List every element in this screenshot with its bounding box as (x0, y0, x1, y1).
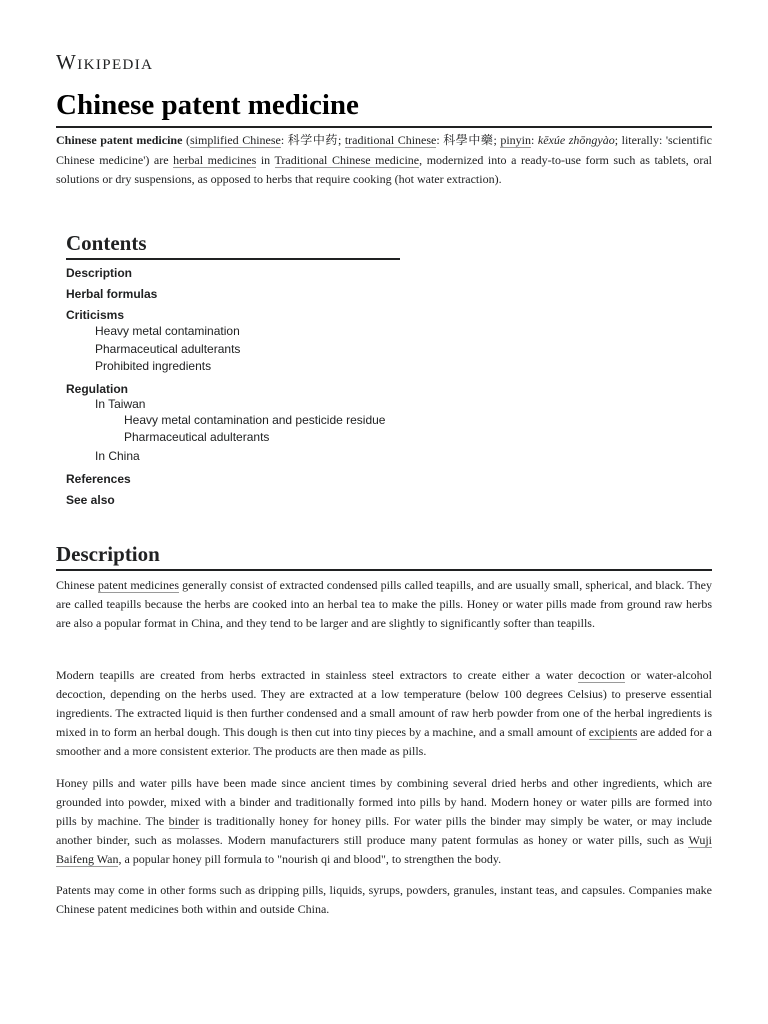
pinyin-value: kēxúe zhōngyào (537, 133, 615, 147)
intro-text: : (531, 133, 538, 147)
page-title: Chinese patent medicine (56, 86, 712, 128)
paragraph-text: , a popular honey pill formula to "nourish qi and blood", to strengthen the body. (118, 852, 502, 866)
intro-text: in (256, 152, 275, 167)
paragraph-text: or water-alcohol decoction, depending on the herbs used. They are extracted at a low temperature (below 100 degrees Celsius) to preserve essential ingredients. The extracted liquid is then further condensed and a small amount of raw herb powder from one of the herbal ingredients is mixed in to form an herbal dough. This dough is then cut into tiny pieces by a machine, and a small amount of (56, 668, 712, 739)
toc-item-references[interactable]: References (66, 472, 131, 486)
intro-paragraph (56, 131, 712, 190)
herbal-medicines-link[interactable]: herbal medicines (173, 152, 257, 167)
wikipedia-wordmark[interactable]: Wikipedia (56, 50, 154, 74)
intro-text: : 科學中藥; (436, 133, 501, 147)
toc-item-heavy-metal-contamination[interactable]: Heavy metal contamination (95, 324, 240, 338)
toc-item-pharmaceutical-adulterants[interactable]: Pharmaceutical adulterants (95, 342, 241, 356)
table-of-contents (66, 228, 400, 507)
description-paragraph-2 (56, 666, 712, 761)
intro-text: , modernized into a ready-to-use form such as tablets, oral solutions or dry suspensions, as opposed to herbs that require cooking (hot water extraction). (56, 152, 712, 186)
toc-item-regulation[interactable]: Regulation (66, 382, 128, 396)
paragraph-text: Honey pills and water pills have been made since ancient times by combining several dried herbs and other ingredients, which are grounded into powder, mixed with a binder and traditionally formed into pills by hand. Modern honey or water pills are formed into pills by machine. The (56, 776, 712, 828)
paragraph-text: Modern teapills are created from herbs extracted in stainless steel extractors to create either a water (56, 668, 579, 682)
paragraph-text: generally consist of extracted condensed pills called teapills, and are usually small, spherical, and black. They are called teapills because the herbs are cooked into an herbal tea to make the pills. Honey or water pills made from ground raw herbs are also a popular format in China, and they tend to be larger and are slightly to significantly softer than teapills. (56, 578, 712, 630)
toc-item-see-also[interactable]: See also (66, 493, 115, 507)
excipients-link[interactable]: excipients (588, 725, 638, 739)
simplified-chinese-link[interactable]: simplified Chinese (189, 133, 281, 147)
section-heading-description: Description (56, 540, 712, 571)
description-paragraph-3 (56, 774, 712, 869)
binder-link[interactable]: binder (168, 814, 200, 828)
intro-text: : 科学中药; (280, 133, 345, 147)
pinyin-link[interactable]: pinyin (500, 133, 531, 147)
toc-item-herbal-formulas[interactable]: Herbal formulas (66, 287, 158, 301)
toc-item-description[interactable]: Description (66, 266, 133, 280)
paragraph-text: Patents may come in other forms such as dripping pills, liquids, syrups, powders, granules, instant teas, and capsules. Companies make Chinese patent medicines both within and outside China. (56, 883, 712, 916)
patent-medicines-link[interactable]: patent medicines (97, 578, 179, 592)
toc-title: Contents (66, 228, 400, 260)
intro-term: Chinese patent medicine (56, 133, 183, 147)
intro-text: ; literally: 'scientific Chinese medicine') are (56, 133, 712, 167)
toc-item-pharmaceutical-adulterants-taiwan[interactable]: Pharmaceutical adulterants (124, 430, 270, 444)
toc-item-criticisms[interactable]: Criticisms (66, 308, 125, 322)
traditional-chinese-link[interactable]: traditional Chinese (344, 133, 437, 147)
paragraph-text: are added for a smoother and a more consistent exterior. The products are then made as pills. (56, 725, 713, 758)
description-paragraph-4 (56, 881, 712, 919)
decoction-link[interactable]: decoction (578, 668, 625, 682)
paragraph-text: Chinese (56, 578, 98, 592)
paragraph-text: is traditionally honey for honey pills. For water pills the binder may simply be water, or may include another binder, such as molasses. Modern manufacturers still produce many patent formulas as honey or water pills, such as (56, 814, 712, 847)
toc-item-prohibited-ingredients[interactable]: Prohibited ingredients (95, 359, 212, 373)
description-paragraph-1 (56, 576, 712, 633)
toc-item-heavy-metal-pesticide[interactable]: Heavy metal contamination and pesticide residue (124, 413, 386, 427)
toc-item-in-taiwan[interactable]: In Taiwan (95, 397, 146, 411)
intro-text: ( (182, 133, 190, 147)
tcm-link[interactable]: Traditional Chinese medicine (274, 152, 420, 167)
toc-item-in-china[interactable]: In China (95, 449, 140, 463)
wuji-baifeng-wan-link[interactable]: Wuji Baifeng Wan (56, 833, 712, 866)
